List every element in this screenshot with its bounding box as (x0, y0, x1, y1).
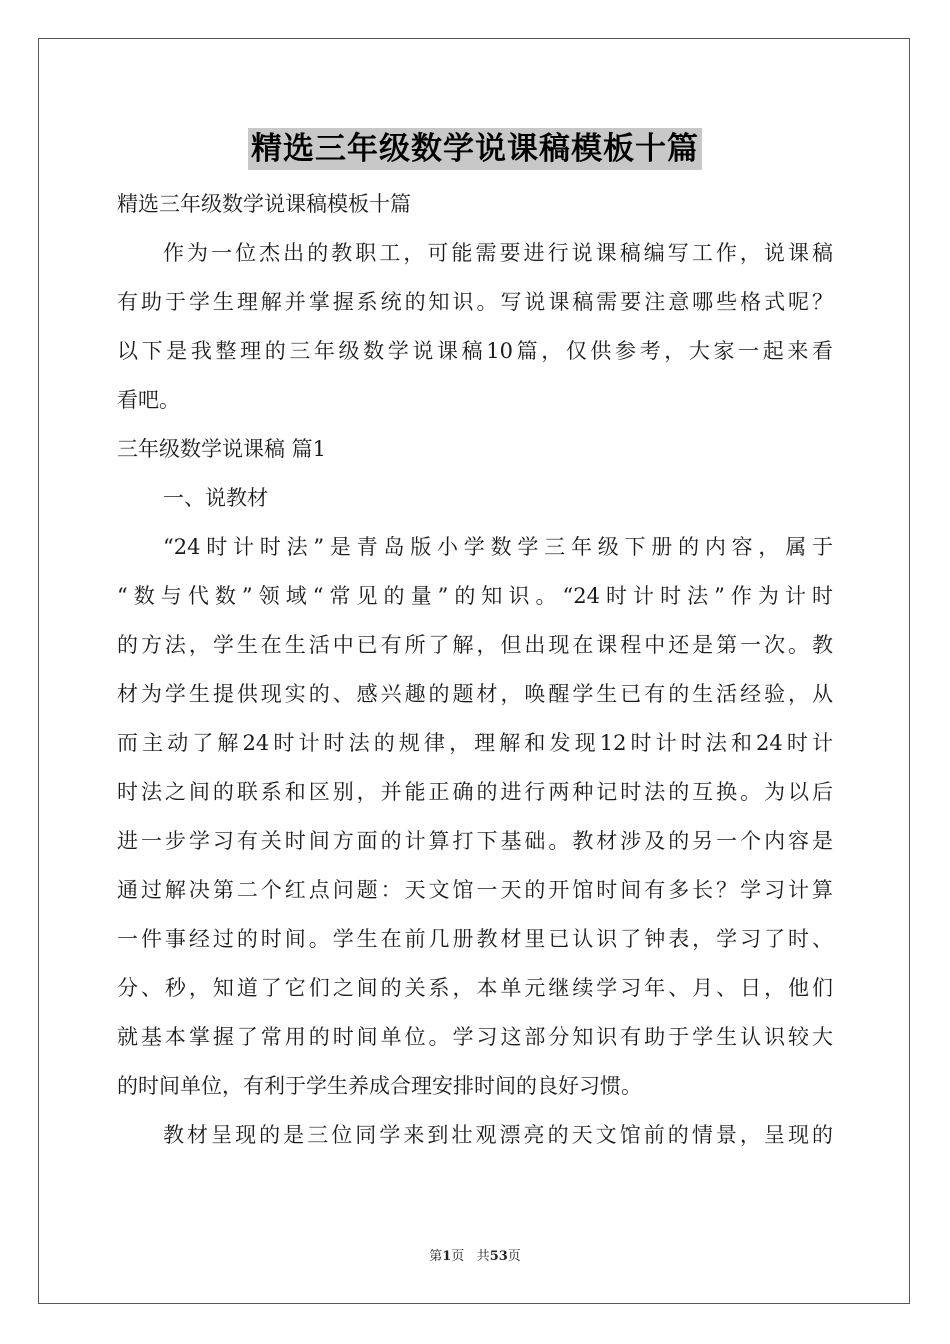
text-line: 而主动了解24时计时法的规律，理解和发现12时计时法和24时计 (117, 731, 833, 755)
document-body (117, 180, 833, 1160)
text-line: “数与代数”领域“常见的量”的知识。“24时计时法”作为计时 (117, 584, 833, 608)
total-suffix: 页 (507, 1249, 521, 1264)
text-line: 进一步学习有关时间方面的计算打下基础。教材涉及的另一个内容是 (117, 829, 833, 853)
text-line: 时法之间的联系和区别，并能正确的进行两种记时法的互换。为以后 (117, 780, 833, 804)
body-lines (117, 229, 833, 1160)
text-line: “24时计时法”是青岛版小学数学三年级下册的内容，属于 (163, 535, 833, 559)
text-line: 作为一位杰出的教职工，可能需要进行说课稿编写工作，说课稿 (163, 241, 833, 265)
text-line: 看吧。 (117, 388, 180, 412)
total-prefix: 共 (476, 1249, 490, 1264)
text-line: 一件事经过的时间。学生在前几册教材里已认识了钟表，学习了时、 (117, 927, 833, 951)
title-container (0, 128, 950, 170)
document-title: 精选三年级数学说课稿模板十篇 (248, 128, 702, 170)
document-subtitle: 精选三年级数学说课稿模板十篇 (117, 192, 411, 216)
text-line: 教材呈现的是三位同学来到壮观漂亮的天文馆前的情景，呈现的 (163, 1123, 833, 1147)
page-number: 1 (442, 1249, 452, 1264)
page-suffix: 页 (451, 1249, 465, 1264)
page-footer (0, 1245, 950, 1264)
page-prefix: 第 (429, 1249, 443, 1264)
text-line: 通过解决第二个红点问题：天文馆一天的开馆时间有多长？学习计算 (117, 878, 833, 902)
text-line: 一、说教材 (163, 486, 268, 510)
text-line: 分、秒，知道了它们之间的关系，本单元继续学习年、月、日，他们 (117, 976, 833, 1000)
text-line: 就基本掌握了常用的时间单位。学习这部分知识有助于学生认识较大 (117, 1025, 833, 1049)
text-line: 有助于学生理解并掌握系统的知识。写说课稿需要注意哪些格式呢？ (117, 290, 833, 314)
text-line: 以下是我整理的三年级数学说课稿10篇，仅供参考，大家一起来看 (117, 339, 833, 363)
text-line: 材为学生提供现实的、感兴趣的题材，唤醒学生已有的生活经验，从 (117, 682, 833, 706)
text-line: 三年级数学说课稿 篇1 (117, 437, 327, 461)
total-pages: 53 (489, 1249, 508, 1264)
text-line: 的方法，学生在生活中已有所了解，但出现在课程中还是第一次。教 (117, 633, 833, 657)
text-line: 的时间单位，有利于学生养成合理安排时间的良好习惯。 (117, 1074, 642, 1098)
